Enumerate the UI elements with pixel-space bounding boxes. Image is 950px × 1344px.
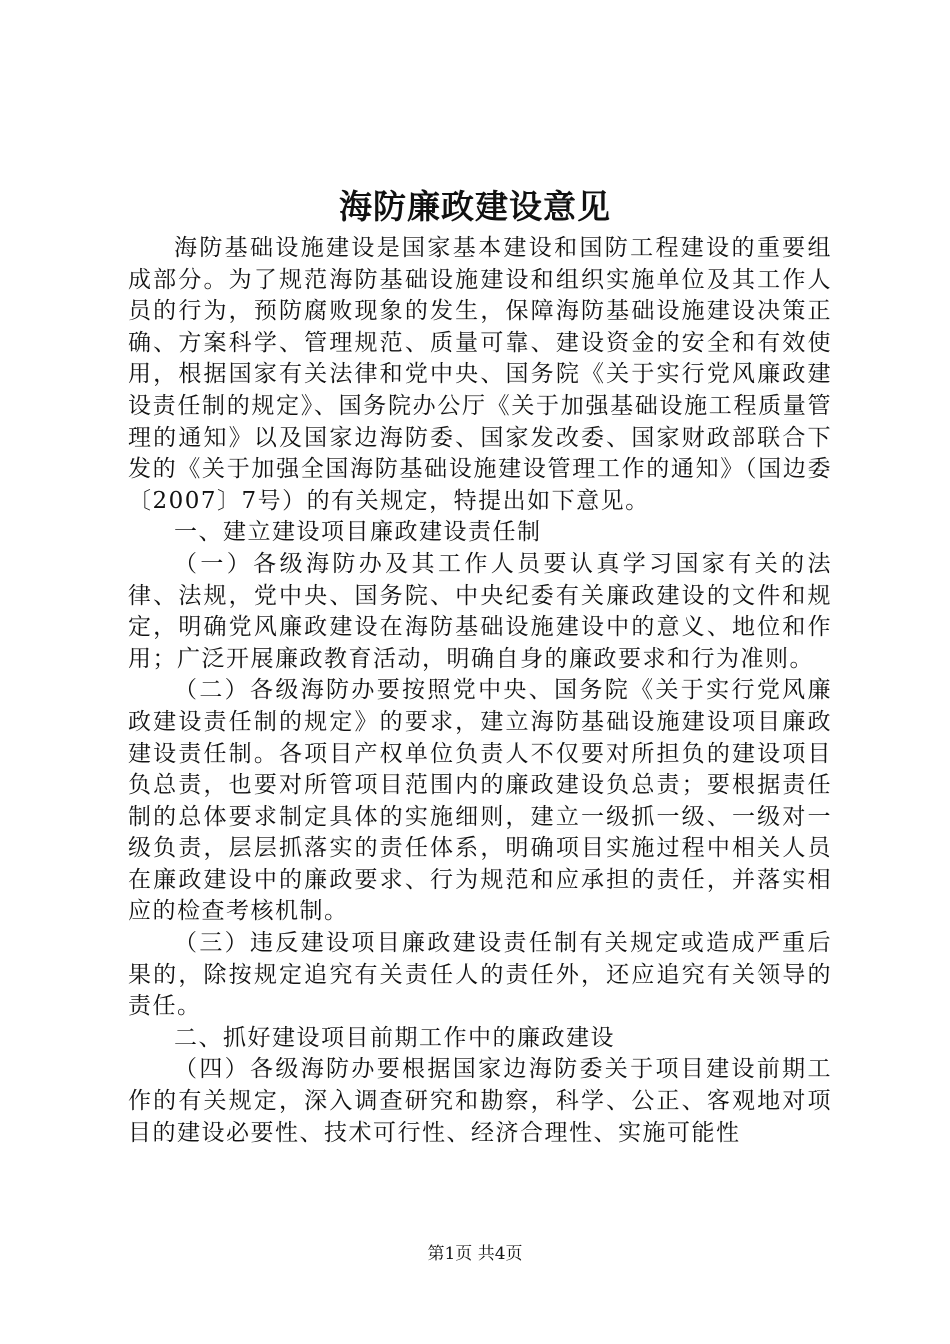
clause-paragraph-3: （三）违反建设项目廉政建设责任制有关规定或造成严重后果的，除按规定追究有关责任人的责任外，还应追究有关领导的责任。: [128, 930, 832, 1020]
clause-paragraph-1: （一）各级海防办及其工作人员要认真学习国家有关的法律、法规，党中央、国务院、中央纪委有关廉政建设的文件和规定，明确党风廉政建设在海防基础设施建设中的意义、地位和作用；广泛开展廉政教育活动，明确自身的廉政要求和行为准则。: [128, 550, 832, 672]
section-heading-1: 一、建立建设项目廉政建设责任制: [174, 519, 542, 546]
clause-paragraph-4: （四）各级海防办要根据国家边海防委关于项目建设前期工作的有关规定，深入调查研究和勘察，科学、公正、客观地对项目的建设必要性、技术可行性、经济合理性、实施可能性: [128, 1056, 832, 1146]
document-title: 海防廉政建设意见: [339, 187, 611, 226]
page-footer: 第1页 共4页: [427, 1244, 523, 1264]
intro-paragraph: 海防基础设施建设是国家基本建设和国防工程建设的重要组成部分。为了规范海防基础设施建设和组织实施单位及其工作人员的行为，预防腐败现象的发生，保障海防基础设施建设决策正确、方案科学、管理规范、质量可靠、建设资金的安全和有效使用，根据国家有关法律和党中央、国务院《关于实行党风廉政建设责任制的规定》、国务院办公厅《关于加强基础设施工程质量管理的通知》以及国家边海防委、国家发改委、国家财政部联合下发的《关于加强全国海防基础设施建设管理工作的通知》（国边委〔2007〕7号）的有关规定，特提出如下意见。: [128, 235, 832, 514]
section-heading-2: 二、抓好建设项目前期工作中的廉政建设: [174, 1024, 615, 1051]
document-body: [128, 233, 832, 1149]
clause-paragraph-2: （二）各级海防办要按照党中央、国务院《关于实行党风廉政建设责任制的规定》的要求，建立海防基础设施建设项目廉政建设责任制。各项目产权单位负责人不仅要对所担负的建设项目负总责，也要对所管项目范围内的廉政建设负总责；要根据责任制的总体要求制定具体的实施细则，建立一级抓一级、一级对一级负责，层层抓落实的责任体系，明确项目实施过程中相关人员在廉政建设中的廉政要求、行为规范和应承担的责任，并落实相应的检查考核机制。: [128, 677, 832, 925]
